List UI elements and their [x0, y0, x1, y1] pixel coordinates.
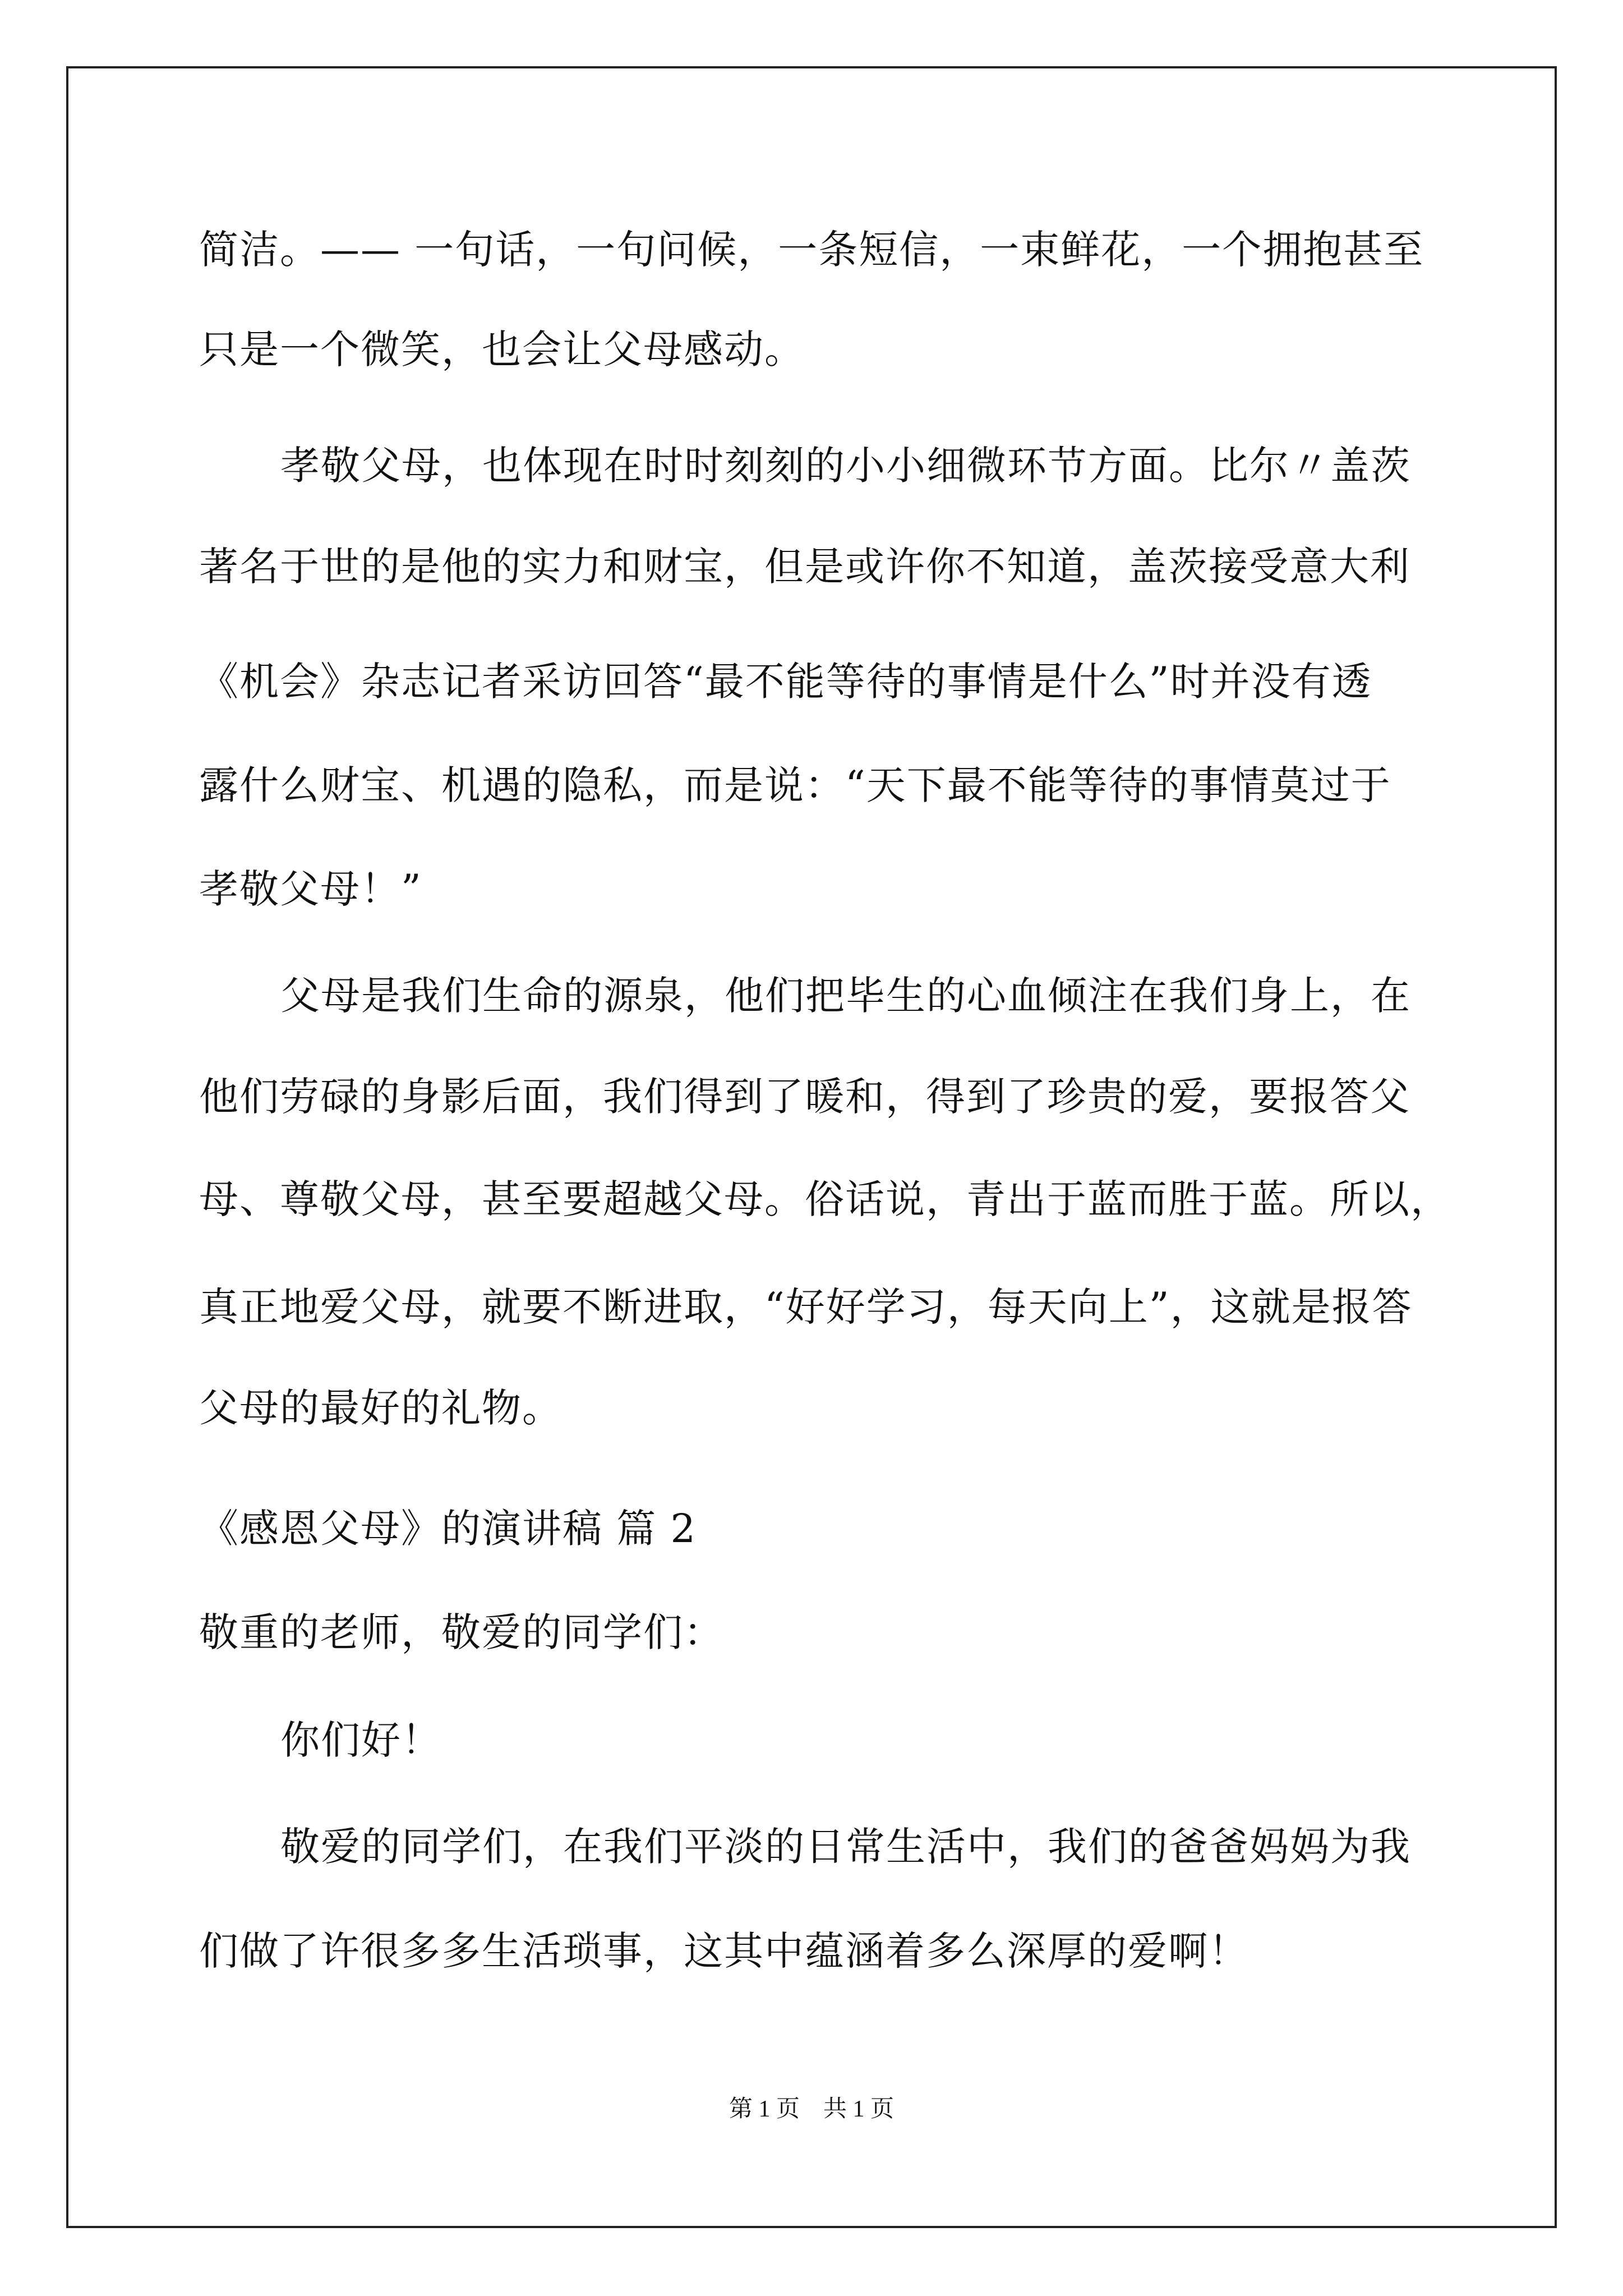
text-line-6: 露什么财宝、机遇的隐私，而是说：“天下最不能等待的事情莫过于 — [199, 762, 1391, 808]
text-line-7: 孝敬父母！” — [199, 866, 422, 912]
text-line-2: 只是一个微笑，也会让父母感动。 — [199, 326, 805, 372]
text-line-11: 真正地爱父母，就要不断进取，“好好学习，每天向上”，这就是报答 — [199, 1284, 1413, 1330]
text-line-3: 孝敬父母，也体现在时时刻刻的小小细微环节方面。比尔〃盖茨 — [280, 443, 1411, 489]
page-border — [66, 66, 1557, 2228]
text-line-8: 父母是我们生命的源泉，他们把毕生的心血倾注在我们身上，在 — [280, 973, 1411, 1019]
salutation: 敬重的老师，敬爱的同学们： — [199, 1609, 724, 1655]
page-footer: 第 1 页 共 1 页 — [728, 2096, 894, 2122]
text-line-1: 简洁。—— 一句话，一句问候，一条短信，一束鲜花，一个拥抱甚至 — [199, 227, 1424, 273]
text-line-9: 他们劳碌的身影后面，我们得到了暖和，得到了珍贵的爱，要报答父 — [199, 1074, 1410, 1120]
text-line-10: 母、尊敬父母，甚至要超越父母。俗话说，青出于蓝而胜于蓝。所以， — [199, 1176, 1451, 1222]
text-line-16: 敬爱的同学们，在我们平淡的日常生活中，我们的爸爸妈妈为我 — [280, 1824, 1411, 1870]
greeting: 你们好！ — [280, 1717, 442, 1763]
text-line-4: 著名于世的是他的实力和财宝，但是或许你不知道，盖茨接受意大利 — [199, 544, 1410, 590]
text-line-17: 们做了许很多多生活琐事，这其中蕴涵着多么深厚的爱啊！ — [199, 1928, 1249, 1974]
section-heading: 《感恩父母》的演讲稿 篇 2 — [199, 1506, 697, 1552]
text-line-5: 《机会》杂志记者采访回答“最不能等待的事情是什么”时并没有透 — [199, 659, 1372, 705]
text-line-12: 父母的最好的礼物。 — [199, 1385, 562, 1431]
